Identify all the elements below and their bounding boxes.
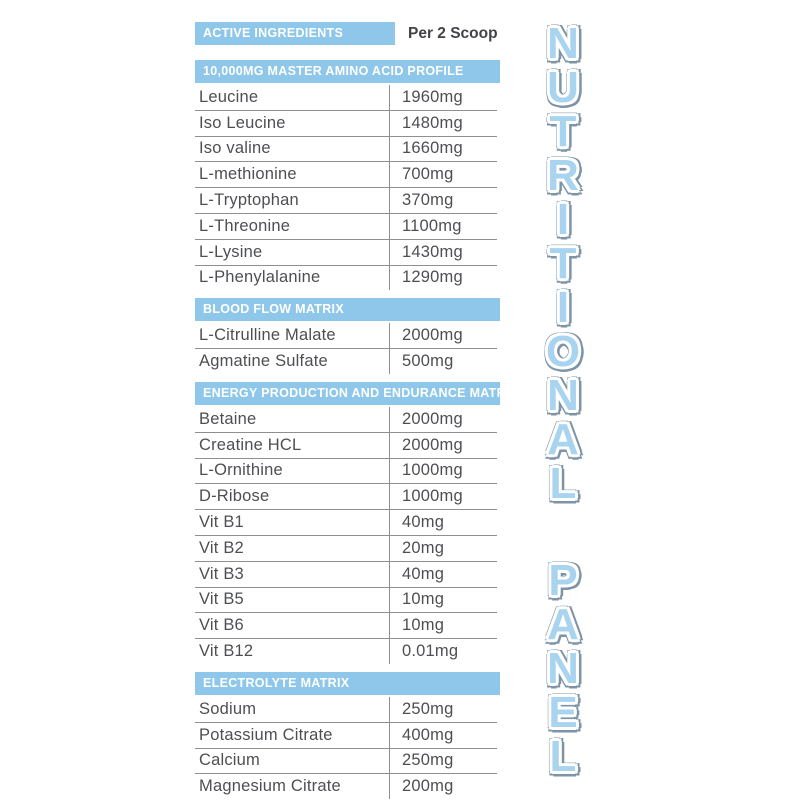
ingredient-table: [195, 407, 497, 664]
vertical-letter: U: [547, 63, 579, 112]
ingredient-name: Vit B1: [195, 510, 390, 535]
ingredient-name: Vit B3: [195, 562, 390, 587]
ingredient-amount: 2000mg: [402, 326, 463, 345]
ingredient-name: Potassium Citrate: [195, 723, 390, 748]
ingredient-row: [195, 748, 497, 774]
ingredient-row: [195, 561, 497, 587]
ingredient-row: [195, 722, 497, 748]
ingredient-section: [195, 298, 500, 374]
ingredient-row: [195, 265, 497, 291]
ingredient-name: Leucine: [195, 85, 390, 110]
ingredient-name: L-Lysine: [195, 240, 390, 265]
ingredient-row: [195, 638, 497, 664]
ingredient-amount: 40mg: [402, 564, 445, 583]
vertical-letter: N: [547, 19, 579, 68]
ingredient-row: [195, 509, 497, 535]
ingredient-row: [195, 110, 497, 136]
ingredient-row: [195, 458, 497, 484]
active-ingredients-header: ACTIVE INGREDIENTS: [195, 22, 395, 45]
section-header: BLOOD FLOW MATRIX: [195, 298, 500, 321]
ingredient-name: L-methionine: [195, 162, 390, 187]
ingredient-row: [195, 587, 497, 613]
ingredient-name: Calcium: [195, 749, 390, 774]
section-header: 10,000MG MASTER AMINO ACID PROFILE: [195, 60, 500, 83]
ingredient-amount: 250mg: [402, 699, 454, 718]
ingredient-table: [195, 697, 497, 799]
vertical-word-nutritional: [528, 19, 598, 508]
ingredient-row: [195, 483, 497, 509]
vertical-word-panel: [528, 556, 598, 781]
ingredient-amount: 200mg: [402, 777, 454, 796]
ingredient-amount: 1000mg: [402, 461, 463, 480]
vertical-letter: P: [548, 556, 578, 605]
ingredient-row: [195, 187, 497, 213]
ingredient-name: Magnesium Citrate: [195, 774, 390, 799]
ingredient-name: Sodium: [195, 697, 390, 722]
vertical-letter: N: [547, 644, 579, 693]
vertical-letter: T: [549, 239, 577, 288]
vertical-letter: N: [547, 371, 579, 420]
ingredient-sections: [195, 60, 519, 799]
vertical-letter: A: [547, 415, 579, 464]
ingredient-amount: 20mg: [402, 538, 445, 557]
ingredient-amount: 1960mg: [402, 87, 463, 106]
ingredient-row: [195, 348, 497, 374]
ingredient-row: [195, 85, 497, 110]
ingredient-amount: 2000mg: [402, 435, 463, 454]
ingredient-amount: 1660mg: [402, 139, 463, 158]
ingredient-name: L-Tryptophan: [195, 188, 390, 213]
ingredient-name: L-Citrulline Malate: [195, 323, 390, 348]
ingredient-name: L-Ornithine: [195, 459, 390, 484]
ingredient-row: [195, 239, 497, 265]
ingredient-amount: 1480mg: [402, 113, 463, 132]
ingredient-amount: 700mg: [402, 165, 454, 184]
vertical-letter: T: [549, 107, 577, 156]
vertical-letter: I: [556, 283, 570, 332]
ingredient-name: Iso valine: [195, 137, 390, 162]
ingredient-amount: 2000mg: [402, 409, 463, 428]
serving-size-label: Per 2 Scoop: [408, 24, 498, 42]
ingredient-amount: 400mg: [402, 725, 454, 744]
ingredient-amount: 1100mg: [402, 216, 462, 235]
ingredient-amount: 500mg: [402, 352, 454, 371]
vertical-letter: L: [549, 732, 577, 781]
ingredient-row: [195, 612, 497, 638]
ingredient-table: [195, 323, 497, 374]
ingredient-row: [195, 213, 497, 239]
ingredient-amount: 250mg: [402, 751, 454, 770]
ingredient-row: [195, 161, 497, 187]
ingredient-row: [195, 535, 497, 561]
ingredient-amount: 1430mg: [402, 242, 463, 261]
vertical-letter: R: [547, 151, 579, 200]
ingredient-row: [195, 407, 497, 432]
ingredients-column: [195, 22, 519, 799]
ingredient-row: [195, 432, 497, 458]
ingredient-amount: 1000mg: [402, 487, 463, 506]
ingredient-row: [195, 323, 497, 348]
ingredient-section: [195, 382, 519, 664]
ingredient-name: Creatine HCL: [195, 433, 390, 458]
section-header: ELECTROLYTE MATRIX: [195, 672, 500, 695]
active-ingredients-row: [195, 22, 500, 45]
vertical-letter: A: [547, 600, 579, 649]
ingredient-amount: 10mg: [402, 590, 445, 609]
ingredient-name: Vit B6: [195, 613, 390, 638]
ingredient-name: Vit B2: [195, 536, 390, 561]
section-header: ENERGY PRODUCTION AND ENDURANCE MATRIX: [195, 382, 500, 405]
ingredient-amount: 1290mg: [402, 268, 463, 287]
ingredient-amount: 10mg: [402, 616, 445, 635]
ingredient-name: L-Phenylalanine: [195, 266, 390, 291]
ingredient-amount: 40mg: [402, 513, 445, 532]
vertical-title: [528, 0, 598, 781]
ingredient-name: D-Ribose: [195, 484, 390, 509]
vertical-letter: I: [556, 195, 570, 244]
ingredient-row: [195, 136, 497, 162]
vertical-letter: L: [549, 459, 577, 508]
ingredient-section: [195, 60, 500, 290]
ingredient-row: [195, 773, 497, 799]
ingredient-row: [195, 697, 497, 722]
ingredient-name: Vit B12: [195, 639, 390, 664]
ingredient-name: Betaine: [195, 407, 390, 432]
ingredient-table: [195, 85, 497, 290]
ingredient-name: Vit B5: [195, 588, 390, 613]
ingredient-amount: 370mg: [402, 191, 454, 210]
ingredient-name: Iso Leucine: [195, 111, 390, 136]
vertical-letter: O: [545, 327, 581, 376]
ingredient-amount: 0.01mg: [402, 642, 459, 661]
ingredient-section: [195, 672, 500, 799]
ingredient-name: Agmatine Sulfate: [195, 349, 390, 374]
ingredient-name: L-Threonine: [195, 214, 390, 239]
vertical-letter: E: [548, 688, 578, 737]
